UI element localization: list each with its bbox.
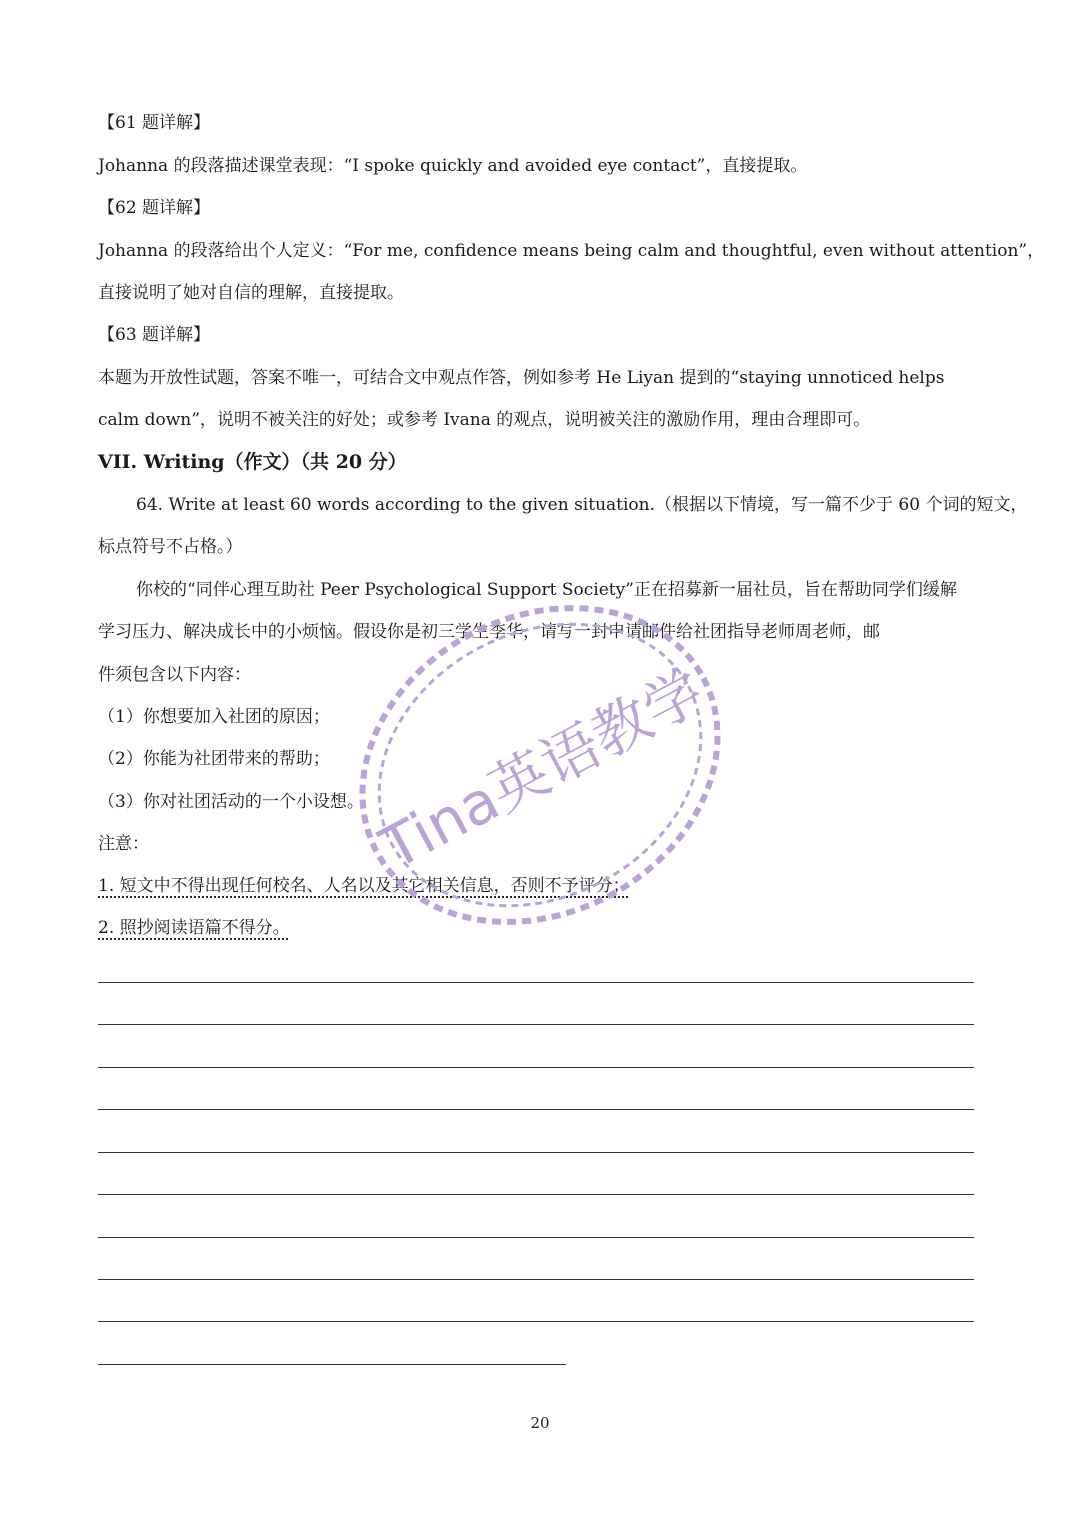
situation-line3: 件须包含以下内容： <box>98 665 251 685</box>
answer-line <box>98 1321 974 1322</box>
answer-line <box>98 1152 974 1153</box>
explanation-heading-63: 【63 题详解】 <box>98 325 211 345</box>
explanation-text-61: Johanna 的段落描述课堂表现：“I spoke quickly and avoided eye contact”，直接提取。 <box>98 156 808 176</box>
answer-line <box>98 1237 974 1238</box>
situation-line1: 你校的“同伴心理互助社 Peer Psychological Support Society”正在招募新一届社员，旨在帮助同学们缓解 <box>136 580 957 600</box>
explanation-text-62-line2: 直接说明了她对自信的理解，直接提取。 <box>98 283 404 303</box>
answer-line <box>98 1279 974 1280</box>
watermark-text: Tina英语教学 <box>370 656 715 883</box>
answer-line-short <box>98 1364 566 1365</box>
situation-line2: 学习压力、解决成长中的小烦恼。假设你是初三学生李华，请写一封申请邮件给社团指导老师周老师，邮 <box>98 622 880 642</box>
note-2: 2. 照抄阅读语篇不得分。 <box>98 918 290 938</box>
content-point-1: （1）你想要加入社团的原因； <box>98 707 330 727</box>
answer-line <box>98 982 974 983</box>
writing-section-title: VII. Writing（作文）（共 20 分） <box>98 451 407 473</box>
content-point-2: （2）你能为社团带来的帮助； <box>98 749 330 769</box>
answer-line <box>98 1109 974 1110</box>
explanation-text-62-line1: Johanna 的段落给出个人定义：“For me, confidence means being calm and thoughtful, even without attention”， <box>98 241 1045 261</box>
explanation-text-63-line1: 本题为开放性试题，答案不唯一，可结合文中观点作答，例如参考 He Liyan 提到的“staying unnoticed helps <box>98 368 945 388</box>
writing-prompt-line2: 标点符号不占格。） <box>98 537 243 557</box>
answer-line <box>98 1024 974 1025</box>
answer-line <box>98 1067 974 1068</box>
explanation-heading-61: 【61 题详解】 <box>98 113 211 133</box>
note-1: 1. 短文中不得出现任何校名、人名以及其它相关信息，否则不予评分； <box>98 876 630 896</box>
answer-line <box>98 1194 974 1195</box>
content-point-3: （3）你对社团活动的一个小设想。 <box>98 792 364 812</box>
explanation-text-63-line2: calm down”，说明不被关注的好处；或参考 Ivana 的观点，说明被关注的激励作用，理由合理即可。 <box>98 410 871 430</box>
explanation-heading-62: 【62 题详解】 <box>98 198 211 218</box>
writing-prompt-line1: 64. Write at least 60 words according to the given situation.（根据以下情境，写一篇不少于 60 个词的短文， <box>136 495 1028 515</box>
page-number: 20 <box>530 1414 550 1432</box>
notes-label: 注意： <box>98 834 149 854</box>
